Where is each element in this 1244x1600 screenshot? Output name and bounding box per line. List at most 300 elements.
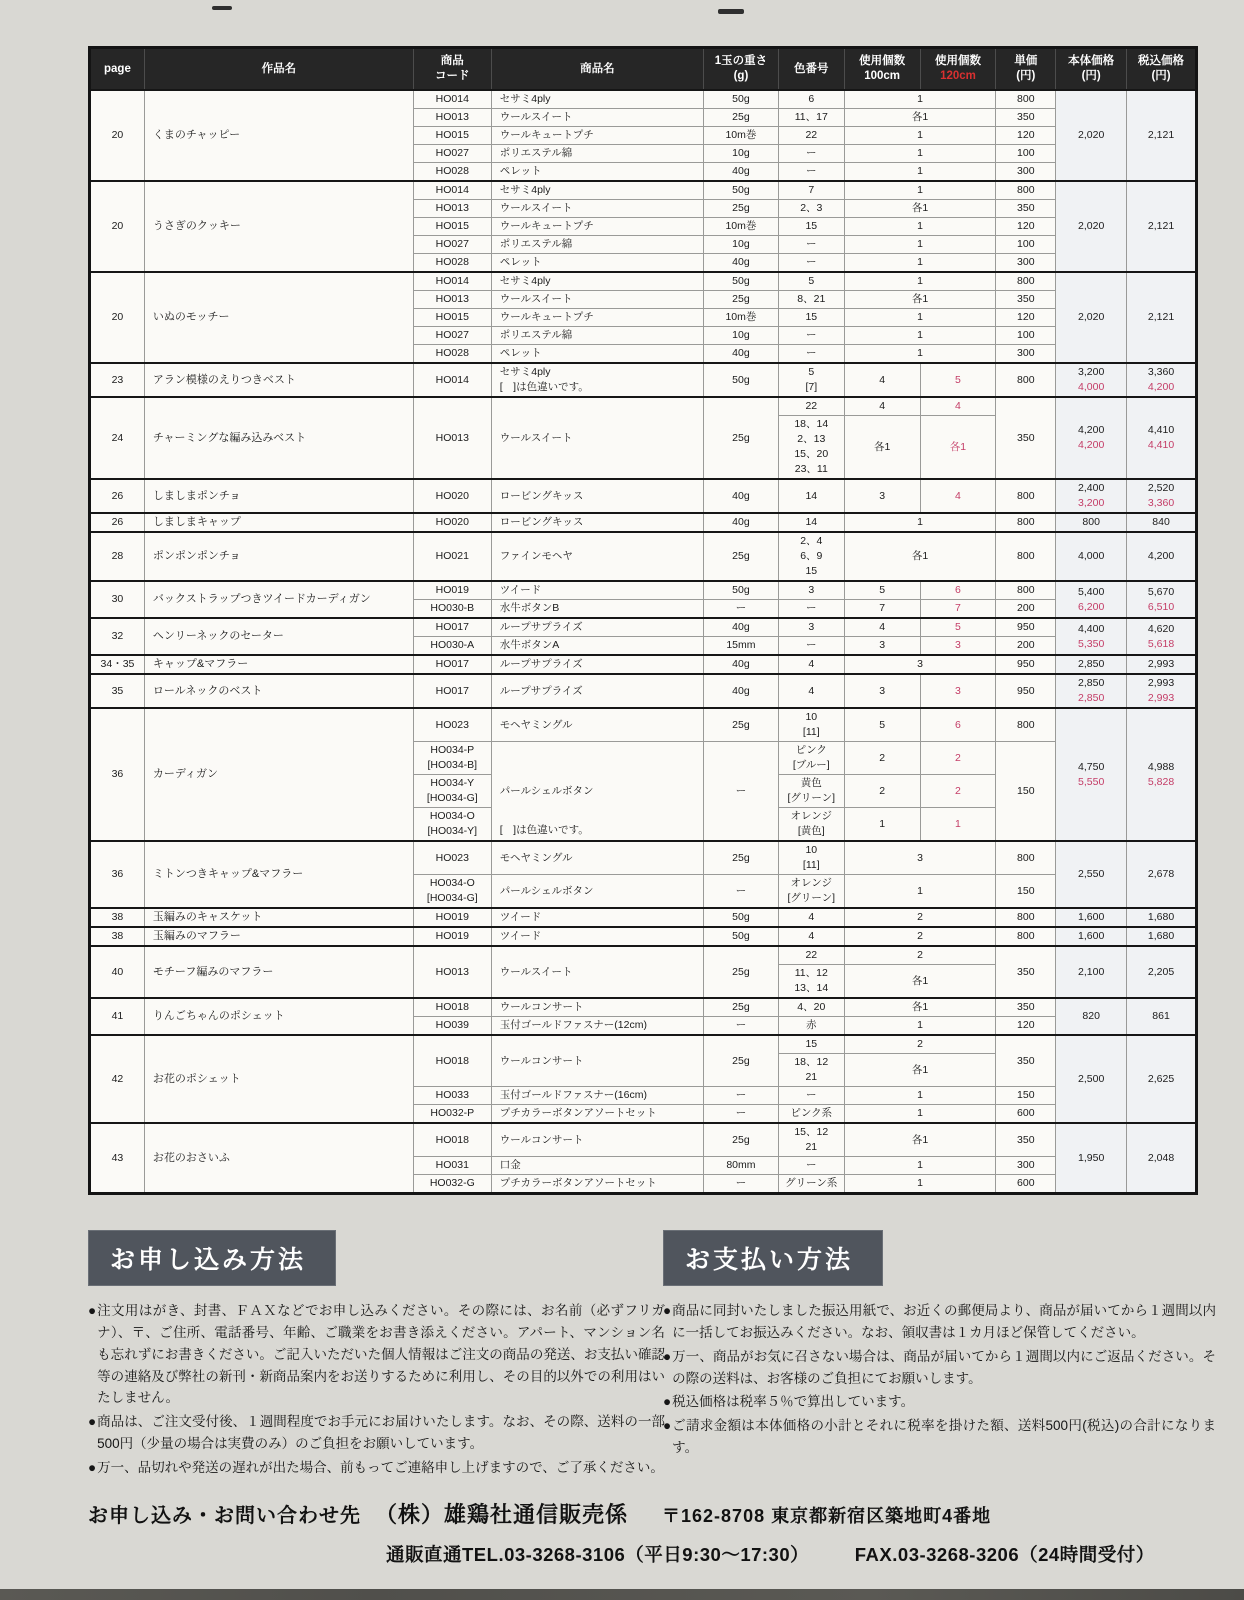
table-row [90,655,1197,674]
cell-nm: ウールコンサート [491,998,703,1017]
instruction-item [663,1391,1216,1413]
instruction-text: 注文用はがき、封書、ＦＡＸなどでお申し込みください。その際には、お名前（必ずフリガナ）、〒、ご住所、電話番号、年齢、ご職業をお書き添えください。アパート、マンション名も忘れずにお書きください。ご記入いただいた個人情報はご注文の商品の発送、お支払い確認等の連絡及び弊社の新刊・新商品案内をお送りするために利用し、その目的以外での利用はいたしません。 [97,1303,665,1406]
cell-nm: ウールスイート [491,200,703,218]
cell-wt: 10g [704,236,779,254]
cell-b: 4 [920,479,996,513]
cell-pg: 40 [90,946,145,998]
cell-nm: ファインモヘヤ [491,532,703,581]
product-price-table [88,46,1198,1195]
cell-a: 1 [844,90,996,109]
cell-cl: 10 [11] [778,841,844,875]
scan-edge-band [0,1589,1244,1600]
cell-cl: 6 [778,90,844,109]
cell-a: 各1 [844,291,996,309]
cell-a: 3 [844,655,996,674]
cell-cl: ピンク系 [778,1105,844,1124]
cell-a: 1 [844,1175,996,1194]
cell-nm: モヘヤミングル [491,841,703,875]
cell-up: 150 [996,742,1056,842]
cell-wt: 25g [704,532,779,581]
cell-cl: 2、3 [778,200,844,218]
fax-number: FAX.03-3268-3206（24時間受付） [854,1544,1155,1565]
cell-wt: 25g [704,946,779,998]
cell-a: 各1 [844,109,996,127]
payment-method-section [663,1230,1216,1461]
cell-wt: 25g [704,1035,779,1087]
cell-up: 350 [996,1123,1056,1157]
cell-tx: 3,360 4,200 [1127,363,1197,397]
cell-tx: 5,670 6,510 [1127,581,1197,618]
bullet-icon: ● [88,1414,97,1430]
cell-up: 120 [996,127,1056,145]
cell-pg: 26 [90,479,145,513]
cell-wt: 40g [704,479,779,513]
bullet-icon: ● [663,1394,672,1410]
cell-up: 950 [996,674,1056,708]
cell-cd: HO014 [413,90,491,109]
cell-cl: ー [778,600,844,619]
cell-ti: しましまポンチョ [144,479,413,513]
cell-pg: 38 [90,927,145,946]
cell-up: 150 [996,1087,1056,1105]
cell-pr: 800 [1056,513,1127,532]
cell-ti: しましまキャップ [144,513,413,532]
table-row [90,513,1197,532]
cell-a: 1 [844,513,996,532]
cell-up: 120 [996,1017,1056,1036]
cell-a: 1 [844,309,996,327]
cell-ti: アラン模様のえりつきベスト [144,363,413,397]
cell-a: 2 [844,742,920,775]
cell-b: 4 [920,397,996,416]
table-row [90,479,1197,513]
cell-cl: 赤 [778,1017,844,1036]
bullet-icon: ● [663,1348,672,1364]
cell-cd: HO027 [413,236,491,254]
cell-up: 800 [996,708,1056,742]
cell-ti: 玉編みのマフラー [144,927,413,946]
cell-wt: 25g [704,397,779,479]
cell-nm: ペレット [491,345,703,364]
cell-cl: ー [778,254,844,273]
cell-a: 5 [844,581,920,600]
cell-a: 3 [844,637,920,656]
cell-a: 各1 [844,998,996,1017]
cell-b: 5 [920,363,996,397]
table-row [90,181,1197,200]
header-cell-pg: page [90,48,145,91]
cell-tx: 2,205 [1127,946,1197,998]
cell-cd: HO032-P [413,1105,491,1124]
cell-cl: 18、12 21 [778,1054,844,1087]
table-row [90,708,1197,742]
cell-nm: ツイード [491,927,703,946]
cell-pr: 820 [1056,998,1127,1035]
cell-nm: 玉付ゴールドファスナー(16cm) [491,1087,703,1105]
cell-pg: 43 [90,1123,145,1194]
table-row [90,397,1197,416]
cell-nm: ポリエステル綿 [491,236,703,254]
cell-nm: パールシェルボタン [ ]は色違いです。 [491,742,703,842]
table-row [90,581,1197,600]
cell-pr: 2,020 [1056,90,1127,181]
cell-a: 1 [844,327,996,345]
table-row [90,998,1197,1017]
cell-cd: HO013 [413,946,491,998]
cell-tx: 4,410 4,410 [1127,397,1197,479]
cell-pr: 2,020 [1056,272,1127,363]
table-row [90,90,1197,109]
table-row [90,908,1197,927]
cell-b: 6 [920,581,996,600]
cell-cd: HO015 [413,127,491,145]
contact-label: お申し込み・お問い合わせ先 [88,1505,361,1527]
cell-pr: 2,550 [1056,841,1127,908]
cell-a: 1 [844,1087,996,1105]
cell-a: 2 [844,927,996,946]
cell-pr: 2,400 3,200 [1056,479,1127,513]
cell-cl: ー [778,327,844,345]
cell-wt: 10m巻 [704,218,779,236]
cell-wt: 25g [704,109,779,127]
cell-ti: カーディガン [144,708,413,841]
cell-a: 2 [844,908,996,927]
cell-pg: 38 [90,908,145,927]
phone-line [386,1541,1218,1567]
cell-nm: ウールキュートプチ [491,127,703,145]
cell-a: 各1 [844,965,996,999]
cell-up: 350 [996,109,1056,127]
cell-cd: HO019 [413,581,491,600]
cell-up: 100 [996,236,1056,254]
cell-nm: ロービングキッス [491,513,703,532]
cell-cl: ピンク [ブルー] [778,742,844,775]
cell-cl: 11、12 13、14 [778,965,844,999]
cell-b: 各1 [920,416,996,480]
cell-cd: HO027 [413,327,491,345]
header-cell-tx: 税込価格 (円) [1127,48,1197,91]
cell-cd: HO014 [413,272,491,291]
bullet-icon: ● [663,1418,672,1434]
cell-pg: 20 [90,181,145,272]
cell-up: 120 [996,309,1056,327]
cell-tx: 2,520 3,360 [1127,479,1197,513]
cell-cl: 14 [778,479,844,513]
header-cell-nm: 商品名 [491,48,703,91]
cell-ti: お花のおさいふ [144,1123,413,1194]
cell-a: 5 [844,708,920,742]
cell-cl: 3 [778,618,844,637]
cell-up: 120 [996,218,1056,236]
cell-ti: くまのチャッピー [144,90,413,181]
cell-wt: 50g [704,90,779,109]
cell-a: 4 [844,363,920,397]
cell-wt: 50g [704,181,779,200]
cell-pg: 20 [90,272,145,363]
cell-pg: 30 [90,581,145,618]
instruction-item [88,1411,665,1455]
cell-tx: 1,680 [1127,927,1197,946]
instruction-item [88,1457,665,1479]
cell-wt: 40g [704,618,779,637]
cell-wt: 40g [704,345,779,364]
cell-a: 1 [844,875,996,909]
cell-ti: キャップ&マフラー [144,655,413,674]
cell-cl: 15 [778,309,844,327]
cell-a: 1 [844,145,996,163]
instruction-text: 商品に同封いたしました振込用紙で、お近くの郵便局より、商品が届いてから１週間以内に一括してお振込みください。なお、領収書は１カ月ほど保管してください。 [672,1303,1216,1340]
cell-up: 300 [996,163,1056,182]
cell-tx: 2,625 [1127,1035,1197,1123]
cell-up: 600 [996,1175,1056,1194]
cell-up: 950 [996,618,1056,637]
cell-cl: 黄色 [グリーン] [778,775,844,808]
cell-cl: 22 [778,946,844,965]
cell-cl: 4 [778,908,844,927]
cell-pg: 36 [90,841,145,908]
cell-cd: HO032-G [413,1175,491,1194]
cell-a: 1 [844,808,920,842]
cell-pr: 4,750 5,550 [1056,708,1127,841]
cell-up: 800 [996,181,1056,200]
cell-nm: セサミ4ply [491,90,703,109]
cell-cd: HO019 [413,908,491,927]
cell-cd: HO018 [413,998,491,1017]
cell-a: 4 [844,397,920,416]
cell-cl: 22 [778,127,844,145]
cell-a: 1 [844,272,996,291]
cell-nm: ループサプライズ [491,618,703,637]
cell-a: 1 [844,254,996,273]
cell-wt: ー [704,600,779,619]
cell-up: 200 [996,600,1056,619]
cell-ti: いぬのモッチー [144,272,413,363]
cell-a: 1 [844,163,996,182]
cell-a: 各1 [844,416,920,480]
cell-cl: 5 [778,272,844,291]
cell-up: 300 [996,1157,1056,1175]
cell-cd: HO014 [413,181,491,200]
cell-pg: 23 [90,363,145,397]
cell-tx: 2,993 [1127,655,1197,674]
table-row [90,927,1197,946]
cell-ti: ヘンリーネックのセーター [144,618,413,655]
cell-cl: 2、4 6、9 15 [778,532,844,581]
tel-number: 通販直通TEL.03-3268-3106（平日9:30～17:30） [386,1544,810,1565]
cell-wt: 50g [704,581,779,600]
cell-pr: 3,200 4,000 [1056,363,1127,397]
table-body [90,90,1197,1194]
table-header-row [90,48,1197,91]
cell-pg: 32 [90,618,145,655]
contact-footer [88,1498,1218,1567]
cell-wt: 25g [704,998,779,1017]
cell-wt: ー [704,1087,779,1105]
order-method-list [88,1300,665,1479]
cell-nm: ペレット [491,254,703,273]
cell-cl: 5 [7] [778,363,844,397]
payment-method-heading: お支払い方法 [663,1230,883,1286]
cell-cd: HO018 [413,1123,491,1157]
cell-ti: ミトンつきキャップ&マフラー [144,841,413,908]
cell-nm: 口金 [491,1157,703,1175]
cell-nm: ツイード [491,581,703,600]
header-cell-up: 単価 (円) [996,48,1056,91]
cell-pr: 2,850 [1056,655,1127,674]
cell-pr: 4,200 4,200 [1056,397,1127,479]
cell-cd: HO013 [413,291,491,309]
cell-wt: 15mm [704,637,779,656]
cell-wt: 40g [704,254,779,273]
cell-b: 2 [920,775,996,808]
cell-nm: ループサプライズ [491,655,703,674]
cell-nm: 玉付ゴールドファスナー(12cm) [491,1017,703,1036]
cell-tx: 840 [1127,513,1197,532]
cell-a: 各1 [844,1054,996,1087]
cell-wt: 40g [704,655,779,674]
cell-ti: りんごちゃんのポシェット [144,998,413,1035]
cell-cl: ー [778,1087,844,1105]
cell-cd: HO034-P [HO034-B] [413,742,491,775]
cell-a: 4 [844,618,920,637]
header-cell-wt: 1玉の重さ (g) [704,48,779,91]
header-cell-b: 使用個数 120cm [920,48,996,91]
cell-up: 800 [996,841,1056,875]
cell-a: 3 [844,841,996,875]
table-row [90,532,1197,581]
cell-cd: HO034-O [HO034-Y] [413,808,491,842]
table-row [90,841,1197,875]
cell-tx: 861 [1127,998,1197,1035]
cell-a: 1 [844,1017,996,1036]
cell-cd: HO020 [413,513,491,532]
cell-cd: HO030-A [413,637,491,656]
cell-cd: HO015 [413,218,491,236]
cell-nm: ウールスイート [491,946,703,998]
cell-tx: 2,678 [1127,841,1197,908]
cell-up: 800 [996,363,1056,397]
cell-cl: 14 [778,513,844,532]
cell-b: 1 [920,808,996,842]
cell-cl: 7 [778,181,844,200]
cell-cl: 22 [778,397,844,416]
cell-cd: HO028 [413,163,491,182]
cell-ti: うさぎのクッキー [144,181,413,272]
cell-up: 150 [996,875,1056,909]
cell-cl: 4 [778,674,844,708]
cell-a: 各1 [844,1123,996,1157]
cell-cd: HO021 [413,532,491,581]
cell-a: 7 [844,600,920,619]
cell-up: 350 [996,200,1056,218]
cell-tx: 2,121 [1127,90,1197,181]
cell-pr: 1,600 [1056,908,1127,927]
cell-a: 1 [844,218,996,236]
cell-cd: HO013 [413,200,491,218]
cell-nm: セサミ4ply [491,181,703,200]
cell-nm: ウールキュートプチ [491,309,703,327]
cell-cl: 3 [778,581,844,600]
cell-pr: 1,600 [1056,927,1127,946]
cell-nm: プチカラーボタンアソートセット [491,1105,703,1124]
header-cell-cd: 商品 コード [413,48,491,91]
cell-nm: パールシェルボタン [491,875,703,909]
cell-cd: HO020 [413,479,491,513]
cell-pg: 24 [90,397,145,479]
cell-wt: 25g [704,200,779,218]
cell-ti: モチーフ編みのマフラー [144,946,413,998]
cell-nm: ウールコンサート [491,1123,703,1157]
cell-tx: 4,988 5,828 [1127,708,1197,841]
instruction-item [663,1415,1216,1459]
cell-pr: 4,000 [1056,532,1127,581]
instruction-text: 税込価格は税率５％で算出しています。 [672,1394,915,1410]
cell-b: 5 [920,618,996,637]
cell-wt: 10g [704,327,779,345]
color-variant-note: [ ]は色違いです。 [499,824,589,836]
cell-cd: HO028 [413,345,491,364]
cell-wt: ー [704,1175,779,1194]
cell-a: 1 [844,345,996,364]
cell-up: 100 [996,145,1056,163]
cell-cd: HO017 [413,655,491,674]
cell-pg: 34・35 [90,655,145,674]
cell-up: 350 [996,946,1056,998]
instruction-text: ご請求金額は本体価格の小計とそれに税率を掛けた額、送料500円(税込)の合計になります。 [672,1418,1216,1456]
cell-nm: 水牛ボタンB [491,600,703,619]
cell-nm: ペレット [491,163,703,182]
order-method-section [88,1230,665,1481]
cell-cd: HO028 [413,254,491,273]
payment-method-list [663,1300,1216,1459]
cell-pr: 2,500 [1056,1035,1127,1123]
cell-pr: 5,400 6,200 [1056,581,1127,618]
cell-wt: 25g [704,841,779,875]
cell-a: 1 [844,127,996,145]
cell-ti: お花のポシェット [144,1035,413,1123]
cell-cd: HO017 [413,618,491,637]
cell-up: 800 [996,272,1056,291]
cell-up: 800 [996,479,1056,513]
cell-tx: 2,993 2,993 [1127,674,1197,708]
cell-cl: ー [778,145,844,163]
cell-nm: ウールコンサート [491,1035,703,1087]
table-row [90,674,1197,708]
cell-a: 各1 [844,532,996,581]
cell-wt: 25g [704,708,779,742]
cell-a: 2 [844,946,996,965]
cell-nm: ウールキュートプチ [491,218,703,236]
cell-cd: HO039 [413,1017,491,1036]
cell-cd: HO013 [413,397,491,479]
bullet-icon: ● [663,1303,672,1318]
cell-b: 3 [920,637,996,656]
cell-ti: 玉編みのキャスケット [144,908,413,927]
cell-wt: 50g [704,908,779,927]
cell-wt: 40g [704,163,779,182]
cell-up: 350 [996,1035,1056,1087]
cell-ti: チャーミングな編み込みベスト [144,397,413,479]
cell-nm: 水牛ボタンA [491,637,703,656]
cell-pr: 2,850 2,850 [1056,674,1127,708]
cell-pg: 35 [90,674,145,708]
cell-cl: 18、14 2、13 15、20 23、11 [778,416,844,480]
header-cell-cl: 色番号 [778,48,844,91]
cell-pg: 42 [90,1035,145,1123]
cell-cd: HO030-B [413,600,491,619]
cell-wt: 80mm [704,1157,779,1175]
cell-wt: 25g [704,1123,779,1157]
